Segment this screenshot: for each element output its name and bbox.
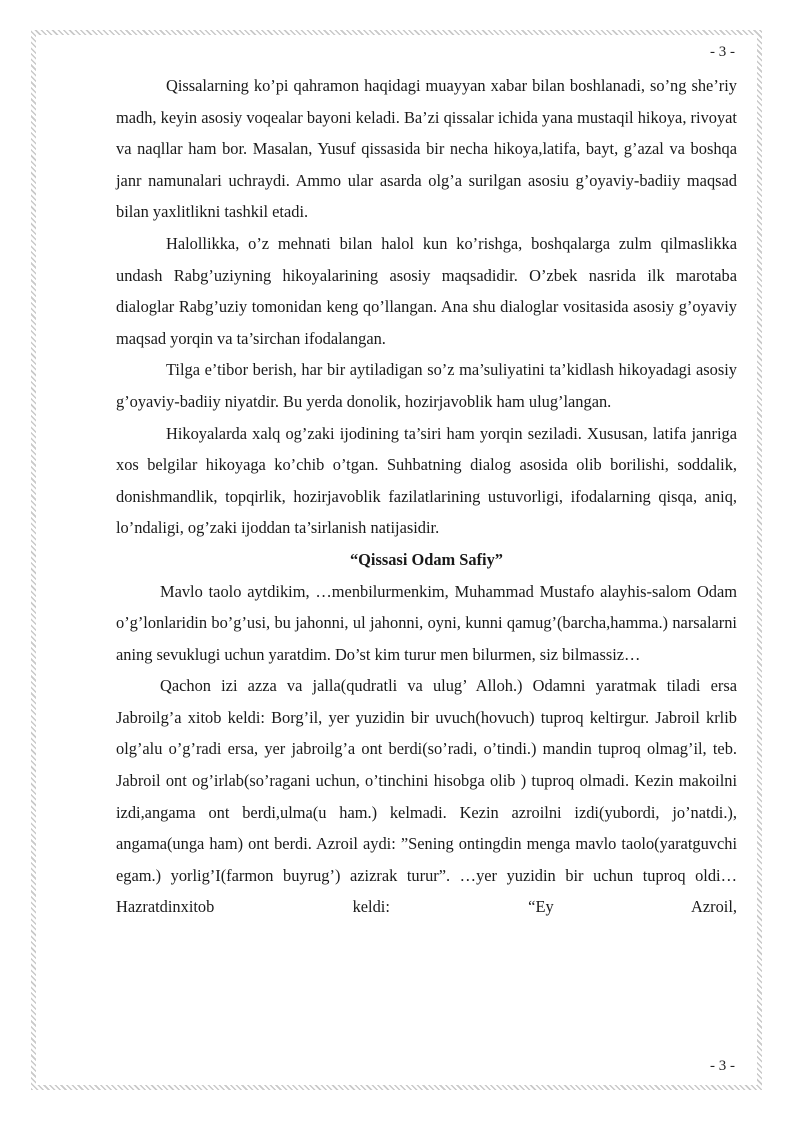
page-number-bottom: - 3 - — [710, 1058, 735, 1074]
paragraph-4: Hikoyalarda xalq og’zaki ijodining ta’siri ham yorqin seziladi. Xususan, latifa janriga xos belgilar hikoyaga ko’chib o’tgan. Suhbatning dialog asosida olib borilishi, soddalik, donishmandlik, topqirlik, hozirjavoblik fazilatlarining ustuvorligi, ifodalarning qisqa, aniq, lo’ndaligi, og’zaki ijoddan ta’sirlanish natijasidir. — [116, 423, 737, 538]
document-body — [116, 70, 737, 923]
paragraph-5: Mavlo taolo aytdikim, …menbilurmenkim, Muhammad Mustafo alayhis-salom Odam o’g’lonlaridin bo’g’usi, bu jahonni, ul jahonni, oyni, kunni qamug’(barcha,hamma.) narsalarni aning sevuklugi uchun yaratdim. Do’st kim turur men bilurmen, siz bilmassiz… — [116, 581, 737, 664]
page-number-top: - 3 - — [710, 44, 735, 60]
paragraph-1: Qissalarning ko’pi qahramon haqidagi muayyan xabar bilan boshlanadi, so’ng she’riy madh, keyin asosiy voqealar bayoni keladi. Ba’zi qissalar ichida yana mustaqil hikoya, rivoyat va naqllar ham bor. Masalan, Yusuf qissasida bir necha hikoya,latifa, bayt, g’azal va boshqa janr namunalari uchraydi. Ammo ular asarda olg’a surilgan asosiu g’oyaviy-badiiy maqsad bilan yaxlitlikni tashkil etadi. — [116, 76, 737, 222]
paragraph-2: Halollikka, o’z mehnati bilan halol kun ko’rishga, boshqalarga zulm qilmaslikka undash Rabg’uziyning hikoyalarining asosiy maqsadidir. O’zbek nasrida ilk marotaba dialoglar Rabg’uziy tomonidan keng qo’llangan. Ana shu dialoglar vositasida asosiy g’oyaviy maqsad yorqin va ta’sirchan ifodalangan. — [116, 233, 737, 348]
paragraph-3: Tilga e’tibor berish, har bir aytiladigan so’z ma’suliyatini ta’kidlash hikoyadagi asosiy g’oyaviy-badiiy niyatdir. Bu yerda donolik, hozirjavoblik ham ulug’langan. — [116, 360, 737, 411]
section-heading: “Qissasi Odam Safiy” — [349, 549, 503, 569]
paragraph-6: Qachon izi azza va jalla(qudratli va ulug’ Alloh.) Odamni yaratmak tiladi ersa Jabroilg’a xitob keldi: Borg’il, yer yuzidin bir uvuch(hovuch) tuproq keltirgur. Jabroil krlib olg’alu o’g’radi ersa, yer jabroilg’a ont berdi(so’radi, o’tindi.) mandin tuproq olmag’il, teb. Jabroil ont og’irlab(so’ragani uchun, o’tinchini hisobga olib ) tuproq olmadi. Kezin makoilni izdi,angama ont berdi,ulma(u ham.) kelmadi. Kezin azroilni izdi(yubordi, jo’natdi.), angama(unga ham) ont berdi. Azroil aydi: ”Sening ontingdin menga mavlo taolo(yaratguvchi egam.) yorlig’I(farmon buyrug’) azizrak turur”. …yer yuzidin bir uchun tuproq oldi… Hazratdinxitob keldi: “Ey Azroil, — [116, 676, 737, 917]
